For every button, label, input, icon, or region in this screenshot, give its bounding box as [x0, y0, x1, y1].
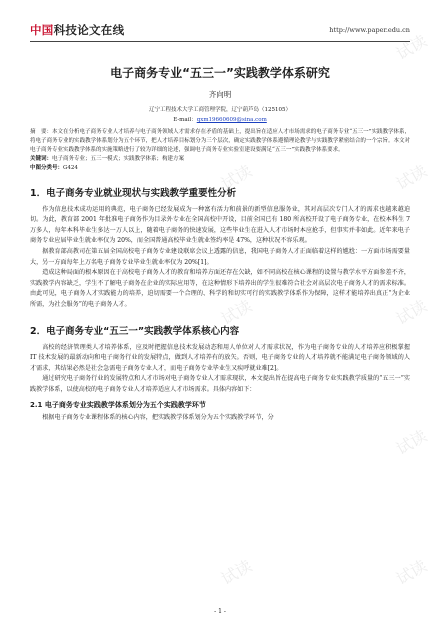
paper-page — [30, 48, 410, 424]
logo-red-text: 中国 — [30, 23, 54, 37]
paper-affiliation: 辽宁工程技术大学工商管理学院，辽宁葫芦岛（125105） — [149, 107, 291, 113]
keywords-line — [30, 155, 410, 164]
watermark: 试读 — [217, 161, 256, 194]
keywords-label: 关键词： — [30, 156, 53, 163]
author-email-link[interactable]: qxm19660609@sina.com — [196, 117, 267, 123]
watermark: 试读 — [392, 31, 431, 64]
watermark: 试读 — [392, 426, 431, 459]
paper-abstract: 摘 要：本文在分析电子商务专业人才培养与电子商务领域人才需求存在矛盾的基础上，提出旨在适应人才市场需求的电子商务专业“五三一”实践教学体系，将电子商务专业的实践教学体系划分为五个环节，把人才培养目标划分为三个层次，确定实践教学体系遵循理论教学与实践教学紧密结合的一个宗旨。本文对电子商务专业实践教学体系的实施策略进行了较为详细的论述，强调电子商务专业实验室建设要满足“五三一”实践教学体系要求。 — [30, 129, 410, 153]
site-url-link[interactable]: http://www.paper.edu.cn — [329, 26, 410, 34]
subsection-heading: 2.1 电子商务专业实践教学体系划分为五个实践教学环节 — [30, 401, 206, 410]
site-header — [30, 22, 410, 38]
body-paragraph: 据教育部高教司在第五届全国高校电子商务专业建设联席会议上透露的信息，我国电子商务人才正面临着这样的尴尬：一方面市场需要量大，另一方面每年上万名电子商务专业毕业生就业率仅为 20%[1]。 — [30, 247, 410, 266]
watermark: 试读 — [217, 296, 256, 329]
clc-line — [30, 164, 410, 173]
site-logo[interactable] — [30, 22, 124, 38]
page-number: - 1 - — [214, 608, 226, 615]
keywords-text: 电子商务专业；五三一模式；实践教学体系；构建方案 — [52, 156, 185, 163]
clc-label: 中图分类号： — [30, 164, 64, 171]
watermark: 试读 — [392, 161, 431, 194]
body-paragraph: 作为信息技术成功运用的典范，电子商务已经发展成为一种富有活力和前景的新型信息服务业，其对高层次专门人才的需求也越来越迫切。为此，教育部 2001 年批准电子商务作为目录外专业在全国高校中开设，目前全国已有 180 所高校开设了电子商务专业，在校本科生 7 万多人，每年本科毕业生多达一万人以上，随着电子商务的快速发展，这些毕业生在进入人才市场时本应抢手，但事实并非如此。近年来电子商务专业应届毕业生就业率仅为 20%，而全国普通高校毕业生就业签约率是 47%，这种状况不容乐观。 — [30, 205, 410, 245]
watermark: 试读 — [392, 556, 431, 589]
clc-code: G424 — [63, 164, 78, 171]
logo-black-text: 科技论文在线 — [53, 23, 125, 37]
body-paragraph: 造成这种局面的根本原因在于高校电子商务人才的教育和培养方面还存在欠缺，如不同高校在核心课程的设置与教学水平方面参差不齐，实践教学内容缺乏，学生不了解电子商务在企业的实际应用等，在这种情形下培养出的学生很难符合社会对高层次电子商务人才的需求标准。由此可见，电子商务人才实践能力的培养，迫切需要一个合理的、科学的和切实可行的实践教学体系作为保障，这样才能培养出真正“为企业所需，为社会服务”的电子商务人才。 — [30, 269, 410, 308]
header-divider — [30, 41, 410, 42]
body-paragraph: 高校的经济管理类人才培养体系，应及时把握信息技术发展动态和用人单位对人才需求状况，作为电子商务专业的人才培养应积极掌握 IT 技术发展的最新动向和电子商务行业的发展特点，做到人才培养有的放矢。否则，电子商务专业的人才培养就不能满足电子商务领域的人才需求，其结果必然是社会急需电子商务专业人才，而电子商务专业毕业生又疾呼就业难[2]。 — [30, 343, 410, 372]
section-heading: 1．电子商务专业就业现状与实践教学重要性分析 — [30, 187, 237, 199]
watermark: 试读 — [217, 556, 256, 589]
author-email-line — [30, 115, 410, 123]
email-label: E-mail： — [173, 117, 197, 123]
body-paragraph: 根据电子商务专业课程体系的核心内容，把实践教学体系划分为五个实践教学环节，分 — [42, 414, 274, 422]
body-paragraph: 通过研究电子商务行业的发展特点和人才市场对电子商务专业人才需求现状，本文提出旨在提高电子商务专业实践教学质量的“五三一”实践教学体系，以使高校的电子商务专业人才培养适应人才市场需求。具体内容如下： — [30, 375, 410, 393]
section-heading: 2．电子商务专业“五三一”实践教学体系核心内容 — [30, 325, 240, 337]
watermark: 试读 — [392, 296, 431, 329]
paper-author: 齐向明 — [208, 90, 232, 99]
paper-title: 电子商务专业“五三一”实践教学体系研究 — [110, 66, 330, 80]
